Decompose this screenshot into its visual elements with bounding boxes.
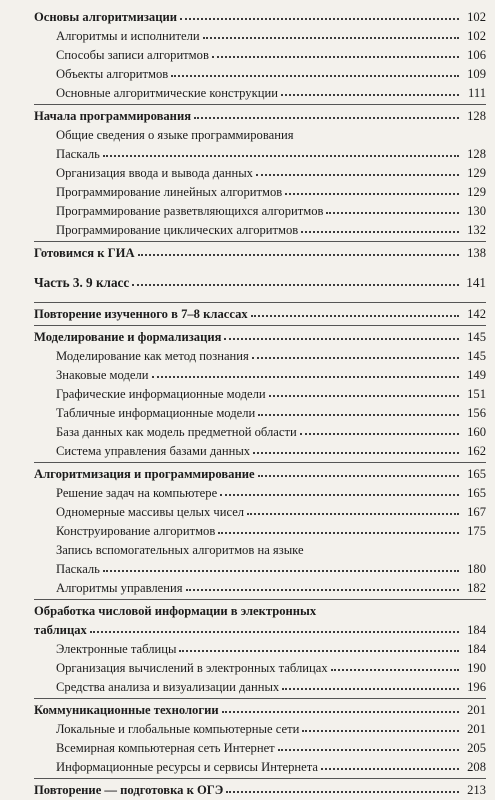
- dot-leader: [132, 274, 459, 286]
- toc-section: [34, 739, 486, 758]
- dot-leader: [252, 347, 459, 359]
- toc-section: [34, 164, 486, 183]
- toc-page-number: 205: [467, 741, 486, 755]
- section-divider: [34, 104, 486, 105]
- toc-page-number: 138: [467, 246, 486, 260]
- toc-section: [34, 423, 486, 442]
- toc-page-number: 184: [467, 642, 486, 656]
- toc-section: [34, 404, 486, 423]
- dot-leader: [281, 84, 459, 96]
- toc-chapter: [34, 328, 486, 347]
- dot-leader: [103, 145, 459, 157]
- toc-section: [34, 27, 486, 46]
- dot-leader: [285, 183, 459, 195]
- dot-leader: [90, 621, 459, 633]
- toc-entry-title: Общие сведения о языке программирования: [56, 128, 294, 142]
- toc-chapter: [34, 621, 486, 640]
- toc-entry-title: Локальные и глобальные компьютерные сети: [56, 722, 300, 736]
- toc-entry-title: Алгоритмы и исполнители: [56, 29, 200, 43]
- toc-section: [34, 503, 486, 522]
- toc-chapter: [34, 781, 486, 800]
- toc-page-number: 141: [466, 275, 486, 290]
- toc-section: [34, 366, 486, 385]
- toc-page-number: 196: [467, 680, 486, 694]
- dot-leader: [278, 739, 459, 751]
- toc-page-number: 128: [467, 109, 486, 123]
- toc-entry-title: таблицах: [34, 623, 87, 637]
- toc-entry-title: База данных как модель предметной области: [56, 425, 297, 439]
- toc-page-number: 182: [467, 581, 486, 595]
- dot-leader: [302, 720, 459, 732]
- dot-leader: [301, 221, 459, 233]
- toc-section: [34, 541, 486, 560]
- toc-page-number: 149: [467, 368, 486, 382]
- toc-section: [34, 758, 486, 777]
- toc-entry-title: Средства анализа и визуализации данных: [56, 680, 280, 694]
- toc-page-number: 132: [467, 223, 486, 237]
- toc-entry-title: Паскаль: [56, 562, 100, 576]
- toc-entry-title: Алгоритмизация и программирование: [34, 467, 255, 481]
- toc-chapter: [34, 244, 486, 263]
- toc-section: [34, 145, 486, 164]
- toc-section: [34, 221, 486, 240]
- toc-page-number: 102: [467, 10, 486, 24]
- dot-leader: [152, 366, 460, 378]
- toc-section: [34, 183, 486, 202]
- toc-page-number: 162: [467, 444, 486, 458]
- dot-leader: [269, 385, 459, 397]
- dot-leader: [222, 701, 459, 713]
- toc-entry-title: Коммуникационные технологии: [34, 703, 219, 717]
- toc-page-number: 156: [467, 406, 486, 420]
- dot-leader: [251, 305, 459, 317]
- dot-leader: [194, 107, 459, 119]
- dot-leader: [247, 503, 459, 515]
- toc-page-number: 128: [467, 147, 486, 161]
- toc-entry-title: Графические информационные модели: [56, 387, 266, 401]
- dot-leader: [331, 659, 459, 671]
- dot-leader: [258, 465, 459, 477]
- dot-leader: [179, 640, 459, 652]
- toc-entry-title: Знаковые модели: [56, 368, 149, 382]
- dot-leader: [321, 758, 459, 770]
- toc-entry-title: Паскаль: [56, 147, 100, 161]
- dot-leader: [256, 164, 459, 176]
- toc-page-number: 201: [467, 722, 486, 736]
- dot-leader: [258, 404, 459, 416]
- toc-chapter: [34, 107, 486, 126]
- toc-section: [34, 579, 486, 598]
- toc-page-number: 167: [467, 505, 486, 519]
- toc-section: [34, 385, 486, 404]
- dot-leader: [138, 244, 459, 256]
- toc-page-number: 106: [467, 48, 486, 62]
- toc-entry-title: Организация вычислений в электронных таблицах: [56, 661, 328, 675]
- dot-leader: [203, 27, 459, 39]
- toc-page-number: 175: [467, 524, 486, 538]
- toc-page-number: 160: [467, 425, 486, 439]
- toc-page-number: 129: [467, 166, 486, 180]
- toc-page-number: 201: [467, 703, 486, 717]
- toc-section: [34, 484, 486, 503]
- toc-entry-title: Организация ввода и вывода данных: [56, 166, 253, 180]
- toc-page-number: 145: [467, 330, 486, 344]
- toc-section: [34, 678, 486, 697]
- toc-section: [34, 46, 486, 65]
- toc-page-number: 165: [467, 467, 486, 481]
- toc-entry-title: Программирование разветвляющихся алгоритмов: [56, 204, 324, 218]
- toc-part-heading: [34, 273, 486, 292]
- section-divider: [34, 302, 486, 303]
- dot-leader: [212, 46, 459, 58]
- section-divider: [34, 599, 486, 600]
- section-divider: [34, 462, 486, 463]
- toc-entry-title: Начала программирования: [34, 109, 192, 123]
- toc-entry-title: Запись вспомогательных алгоритмов на языке: [56, 543, 304, 557]
- dot-leader: [220, 484, 459, 496]
- toc-entry-title: Программирование циклических алгоритмов: [56, 223, 299, 237]
- toc-section: [34, 560, 486, 579]
- dot-leader: [282, 678, 459, 690]
- toc-entry-title: Программирование линейных алгоритмов: [56, 185, 283, 199]
- toc-section: [34, 522, 486, 541]
- toc-chapter: [34, 8, 486, 27]
- toc-entry-title: Объекты алгоритмов: [56, 67, 169, 81]
- toc-entry-title: Моделирование и формализация: [34, 330, 222, 344]
- toc-chapter: [34, 465, 486, 484]
- toc-page-number: 213: [467, 783, 486, 797]
- dot-leader: [171, 65, 459, 77]
- toc-entry-title: Конструирование алгоритмов: [56, 524, 216, 538]
- dot-leader: [253, 442, 459, 454]
- section-divider: [34, 325, 486, 326]
- toc-section: [34, 84, 486, 103]
- section-divider: [34, 778, 486, 779]
- toc-section: [34, 640, 486, 659]
- toc-entry-title: Часть 3. 9 класс: [34, 275, 130, 290]
- toc-entry-title: Табличные информационные модели: [56, 406, 256, 420]
- toc-page-number: 165: [467, 486, 486, 500]
- toc-entry-title: Основные алгоритмические конструкции: [56, 86, 278, 100]
- toc-entry-title: Электронные таблицы: [56, 642, 177, 656]
- table-of-contents: [34, 8, 486, 800]
- dot-leader: [226, 781, 459, 793]
- toc-page-number: 145: [467, 349, 486, 363]
- toc-page-number: 142: [467, 307, 486, 321]
- toc-section: [34, 126, 486, 145]
- toc-entry-title: Алгоритмы управления: [56, 581, 183, 595]
- toc-page-number: 130: [467, 204, 486, 218]
- toc-entry-title: Решение задач на компьютере: [56, 486, 218, 500]
- dot-leader: [224, 328, 459, 340]
- toc-entry-title: Повторение — подготовка к ОГЭ: [34, 783, 224, 797]
- toc-page-number: 111: [468, 86, 486, 100]
- toc-section: [34, 65, 486, 84]
- toc-section: [34, 720, 486, 739]
- toc-chapter: [34, 701, 486, 720]
- toc-page-number: 151: [467, 387, 486, 401]
- toc-section: [34, 202, 486, 221]
- dot-leader: [300, 423, 459, 435]
- toc-page-number: 180: [467, 562, 486, 576]
- toc-entry-title: Повторение изученного в 7–8 классах: [34, 307, 248, 321]
- dot-leader: [218, 522, 459, 534]
- section-divider: [34, 241, 486, 242]
- dot-leader: [186, 579, 460, 591]
- toc-entry-title: Система управления базами данных: [56, 444, 251, 458]
- toc-section: [34, 442, 486, 461]
- dot-leader: [326, 202, 459, 214]
- toc-entry-title: Способы записи алгоритмов: [56, 48, 209, 62]
- dot-leader: [103, 560, 459, 572]
- toc-section: [34, 347, 486, 366]
- toc-page-number: 102: [467, 29, 486, 43]
- toc-entry-title: Информационные ресурсы и сервисы Интернета: [56, 760, 318, 774]
- toc-page-number: 129: [467, 185, 486, 199]
- toc-entry-title: Всемирная компьютерная сеть Интернет: [56, 741, 275, 755]
- toc-entry-title: Основы алгоритмизации: [34, 10, 177, 24]
- toc-chapter: [34, 602, 486, 621]
- toc-entry-title: Обработка числовой информации в электронных: [34, 604, 317, 618]
- toc-page-number: 184: [467, 623, 486, 637]
- toc-chapter: [34, 305, 486, 324]
- toc-page-number: 208: [467, 760, 486, 774]
- dot-leader: [180, 8, 459, 20]
- toc-page-number: 190: [467, 661, 486, 675]
- toc-section: [34, 659, 486, 678]
- toc-entry-title: Готовимся к ГИА: [34, 246, 135, 260]
- toc-page-number: 109: [467, 67, 486, 81]
- toc-entry-title: Одномерные массивы целых чисел: [56, 505, 245, 519]
- toc-entry-title: Моделирование как метод познания: [56, 349, 249, 363]
